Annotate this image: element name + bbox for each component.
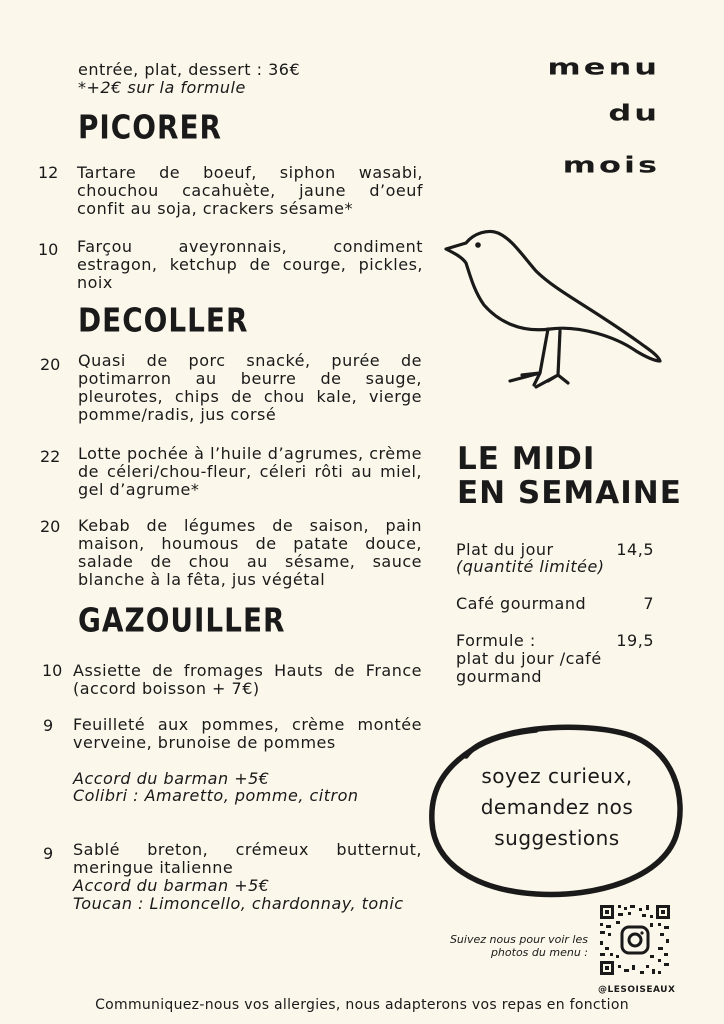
formule-line: entrée, plat, dessert : 36€ xyxy=(78,60,301,79)
section-title-gazouiller: GAZOUILLER xyxy=(78,602,286,640)
dish-description: Quasi de porc snacké, purée de potimarron au beurre de sauge, pleurotes, chips de chou kale, vierge pomme/radis, jus corsé xyxy=(78,351,422,424)
dish-description: Feuilleté aux pommes, crème montée verveine, brunoise de pommes xyxy=(73,715,422,752)
pairing-label: Accord du barman +5€ xyxy=(73,876,270,895)
pairing-detail: Toucan : Limoncello, chardonnay, tonic xyxy=(73,894,404,913)
suggestion-line1: soyez curieux, xyxy=(481,764,633,788)
dish-description: Lotte pochée à l’huile d’agrumes, crème de céleri/chou-fleur, céleri rôti au miel, gel d’agrume* xyxy=(78,444,422,499)
menu-title-line3: mois xyxy=(562,151,660,179)
pairing-label: Accord du barman +5€ xyxy=(73,769,270,788)
midi-item-price: 7 xyxy=(643,594,654,613)
suggestion-line3: suggestions xyxy=(494,826,620,850)
midi-item-sub: plat du jour /café gourmand xyxy=(456,649,602,686)
midi-item-sub: (quantité limitée) xyxy=(456,557,605,576)
suggestion-line2: demandez nos xyxy=(480,795,634,819)
section-title-picorer: PICORER xyxy=(78,109,222,147)
midi-item-label: Plat du jour xyxy=(456,540,554,559)
midi-title-line2: EN SEMAINE xyxy=(457,475,682,511)
dish-price: 10 xyxy=(38,240,59,259)
footer-note: Communiquez-nous vos allergies, nous adapterons vos repas en fonction xyxy=(95,997,629,1013)
midi-item-label: Formule : xyxy=(456,631,536,650)
midi-item-label: Café gourmand xyxy=(456,594,587,613)
instagram-handle[interactable]: @LESOISEAUX xyxy=(598,985,676,995)
dish-price: 9 xyxy=(43,716,54,735)
dish-description: Tartare de boeuf, siphon wasabi, chouchou cacahuète, jaune d’oeuf confit au soja, crackers sésame* xyxy=(77,163,423,218)
dish-description: Assiette de fromages Hauts de France (accord boisson + 7€) xyxy=(73,661,422,698)
dish-price: 22 xyxy=(40,447,61,466)
dish-price: 10 xyxy=(42,661,63,680)
menu-title-line1: menu xyxy=(547,53,660,81)
dish-description: Farçou aveyronnais, condiment estragon, ketchup de courge, pickles, noix xyxy=(77,237,423,292)
dish-description: Sablé breton, crémeux butternut, meringue italienne xyxy=(73,840,422,877)
midi-item-price: 19,5 xyxy=(616,631,654,650)
midi-item-price: 14,5 xyxy=(616,540,654,559)
midi-title-line1: LE MIDI xyxy=(457,441,596,477)
formule-supplement: *+2€ sur la formule xyxy=(78,78,246,97)
follow-text: Suivez nous pour voir les photos du menu : xyxy=(449,933,588,959)
dish-price: 9 xyxy=(43,844,54,863)
menu-title-line2: du xyxy=(608,99,660,127)
dish-description: Kebab de légumes de saison, pain maison, houmous de patate douce, salade de chou au sésame, sauce blanche à la fêta, jus végétal xyxy=(78,516,422,589)
section-title-decoller: DECOLLER xyxy=(78,302,249,340)
pairing-detail: Colibri : Amaretto, pomme, citron xyxy=(73,786,359,805)
qr-code[interactable] xyxy=(598,903,672,977)
bird-eye xyxy=(475,242,481,248)
dish-price: 12 xyxy=(38,163,59,182)
bird-illustration xyxy=(440,225,670,400)
dish-price: 20 xyxy=(40,355,61,374)
dish-price: 20 xyxy=(40,517,61,536)
